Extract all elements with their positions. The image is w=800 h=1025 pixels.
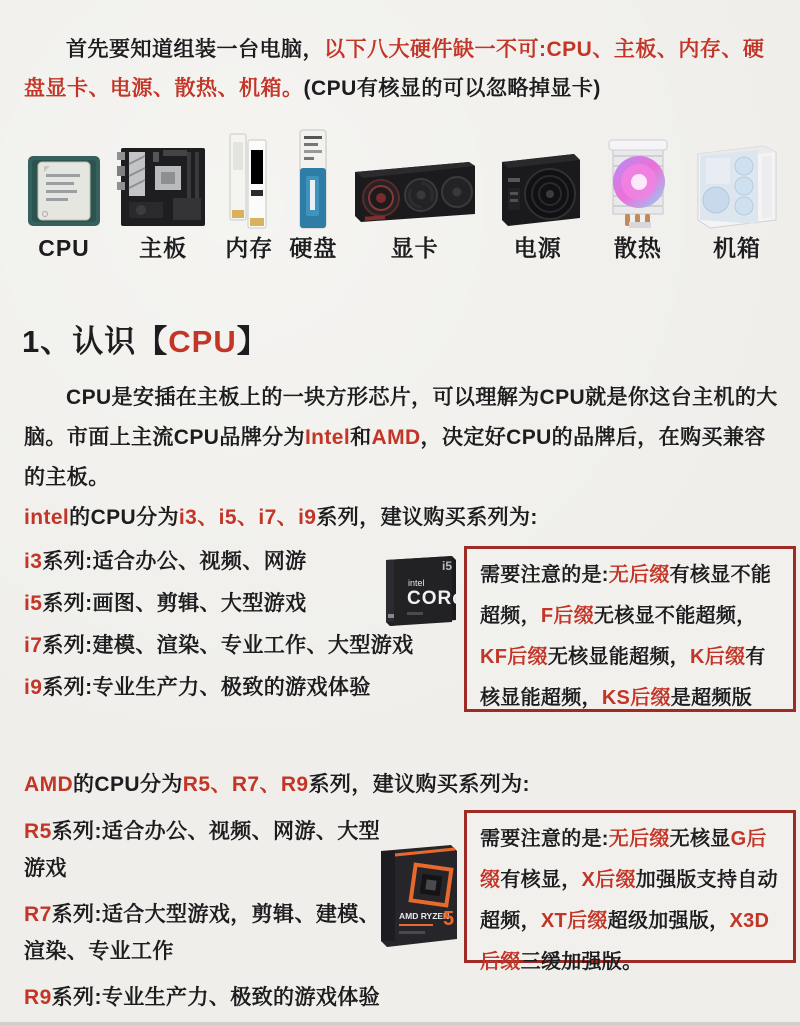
highlight-text: K后缀 [689, 646, 746, 668]
hardware-item-ssd [289, 128, 337, 260]
cpu-icon [26, 152, 102, 230]
svg-text:intel: intel [408, 578, 425, 588]
cpu-description [24, 378, 780, 498]
section-heading-cpu: CPU [168, 324, 237, 359]
body-text: 有核显不能超频， [480, 564, 772, 627]
amd-series-r9 [24, 979, 396, 1016]
hardware-label: 主板 [139, 235, 188, 261]
body-text: 系列:画图、剪辑、大型游戏 [42, 592, 307, 615]
body-text: 需要注意的是: [480, 828, 609, 850]
highlight-text: AMD [371, 426, 421, 449]
highlight-text: R9 [24, 986, 52, 1009]
hardware-item-cooler [599, 136, 677, 260]
highlight-text: i7 [24, 634, 43, 657]
amd-note-box [464, 810, 796, 973]
hardware-label: 电源 [513, 235, 562, 261]
body-text: 超级加强版， [607, 910, 730, 932]
power-supply-icon [492, 148, 584, 230]
body-text: CPU是安插在主板上的一块方形芯片，可以理解为CPU就是你这台主机的大脑。市面上主流CPU品牌分为 [24, 386, 778, 449]
body-text: 的CPU分为 [73, 773, 183, 796]
body-text: 系列:专业生产力、极致的游戏体验 [42, 676, 371, 699]
hardware-item-psu [492, 148, 584, 260]
hardware-label: 硬盘 [289, 235, 338, 261]
amd-lead-line [24, 768, 530, 798]
body-text: 系列，建议购买系列为: [308, 773, 530, 796]
body-text: 系列:适合办公、视频、网游、大型游戏 [24, 820, 381, 880]
hardware-label: 散热 [613, 235, 662, 261]
hardware-label: 内存 [225, 235, 274, 261]
pc-case-icon [692, 142, 782, 230]
highlight-text: intel [24, 506, 70, 529]
highlight-text: i3、i5、i7、i9 [178, 506, 317, 529]
highlight-text: KS后缀 [601, 687, 671, 709]
body-text: ，决定好CPU的品牌后，在购买兼容的主板。 [24, 426, 766, 489]
intel-lead-line [24, 501, 538, 531]
hardware-item-case [692, 142, 782, 260]
body-text: 系列:建模、渲染、专业工作、大型游戏 [42, 634, 414, 657]
highlight-text: Intel [304, 426, 351, 449]
highlight-text: i5 [24, 592, 43, 615]
ram-stick-icon [224, 132, 274, 230]
hardware-item-motherboard [117, 142, 209, 260]
amd-series-r5 [24, 813, 396, 887]
highlight-text: 以下八大硬件缺一不可:CPU、主板、内存、硬盘显卡、电源、散热、机箱。 [24, 38, 765, 100]
amd-series-r7 [24, 896, 396, 970]
hardware-label: 机箱 [712, 235, 761, 261]
body-text: 有核显能超频， [480, 646, 766, 709]
amd-series-list [24, 813, 396, 1025]
intel-cpu-box-icon [374, 552, 460, 635]
highlight-text: F后缀 [540, 605, 595, 627]
body-text: 的CPU分为 [69, 506, 179, 529]
highlight-text: XT后缀 [540, 910, 608, 932]
section-heading-prefix: 1、认识【 [22, 324, 169, 359]
hardware-item-ram [224, 132, 274, 260]
m2-ssd-icon [296, 128, 330, 230]
body-text: 有核显， [500, 869, 582, 891]
body-text: 是超频版 [670, 687, 752, 709]
intel-series-i7 [24, 633, 474, 659]
intro-paragraph [24, 30, 778, 108]
highlight-text: i3 [24, 550, 43, 573]
hardware-item-cpu [26, 152, 102, 260]
cpu-cooler-icon [599, 136, 677, 230]
body-text: 和 [350, 426, 372, 449]
svg-text:i5: i5 [442, 559, 453, 573]
body-text: 三缓加强版。 [520, 951, 643, 973]
highlight-text: R5、R7、R9 [182, 773, 309, 796]
svg-text:AMD RYZEN: AMD RYZEN [399, 911, 450, 921]
body-text: 需要注意的是: [480, 564, 609, 586]
highlight-text: G后缀 [480, 828, 767, 891]
highlight-text: AMD [24, 773, 74, 796]
body-text: 系列:专业生产力、极致的游戏体验 [51, 986, 381, 1009]
motherboard-icon [117, 142, 209, 230]
highlight-text: R5 [24, 820, 52, 843]
body-text: (CPU有核显的可以忽略掉显卡) [303, 77, 601, 100]
highlight-text: KF后缀 [480, 646, 548, 668]
svg-text:CORe: CORe [407, 588, 460, 609]
hardware-row [26, 126, 782, 260]
svg-text:5: 5 [443, 908, 455, 930]
highlight-text: 无后缀 [608, 828, 670, 850]
graphics-card-icon [353, 158, 477, 230]
intel-series-i9 [24, 675, 474, 701]
hardware-item-gpu [353, 158, 477, 260]
hardware-label: CPU [38, 235, 90, 261]
highlight-text: X后缀 [581, 869, 636, 891]
section-heading-suffix: 】 [236, 324, 269, 359]
body-text: 系列:适合大型游戏，剪辑、建模、渲染、专业工作 [24, 903, 381, 963]
body-text: 系列，建议购买系列为: [316, 506, 538, 529]
body-text: 加强版支持自动超频， [480, 869, 778, 932]
body-text: 无核显不能超频， [594, 605, 757, 627]
body-text: 无核显能超频， [547, 646, 690, 668]
hardware-label: 显卡 [390, 235, 439, 261]
body-text: 系列:适合办公、视频、网游 [42, 550, 307, 573]
amd-cpu-box-icon [371, 841, 465, 956]
highlight-text: X3D后缀 [480, 910, 770, 973]
intel-note-box [464, 546, 796, 712]
highlight-text: i9 [24, 676, 43, 699]
body-text: 无核显 [669, 828, 731, 850]
section-heading [22, 316, 269, 361]
highlight-text: 无后缀 [608, 564, 670, 586]
body-text: 首先要知道组装一台电脑， [66, 38, 324, 61]
highlight-text: R7 [24, 903, 52, 926]
